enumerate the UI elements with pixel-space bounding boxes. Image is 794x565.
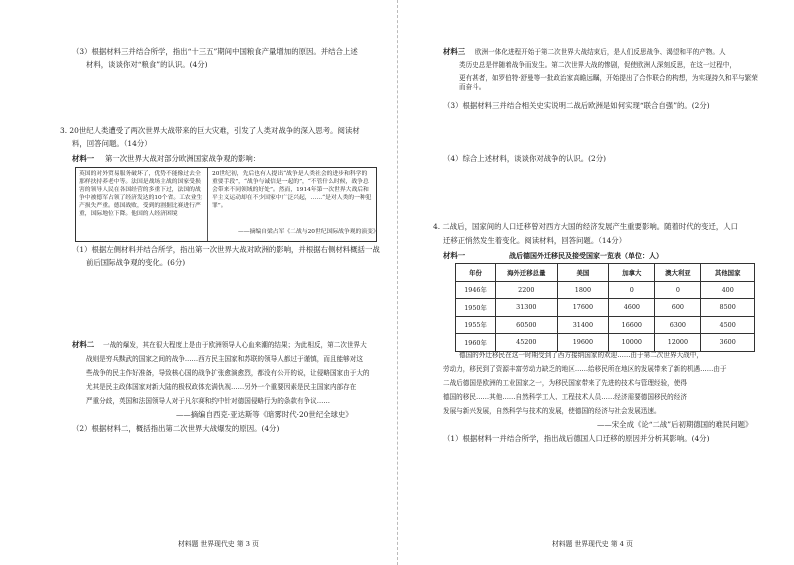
table-row [456, 316, 755, 334]
table-header: 澳大利亚 [655, 264, 701, 282]
q3-stem-line1: 3. 20世纪人类遭受了两次世界大战带来的巨大灾难，引发了人类对战争的深入思考。阅读材 [60, 126, 360, 135]
material-1-box [75, 167, 377, 242]
material-2-line: 些战争的民主作好准备，导致核心国的战争扩张愈演愈烈，都没有公开的说，让侵略国家由于大的 [86, 369, 370, 377]
table-cell: 4600 [609, 299, 655, 317]
table-cell: 31300 [496, 299, 557, 317]
box-divider [207, 168, 208, 241]
q4-stem-line1: 4. 二战后，国家间的人口迁移曾对西方大国的经济发展产生重要影响。随着时代的变迁，人口 [433, 222, 739, 231]
q4-material-1-para: 德国的移民……其他……自然科学工人、工程技术人员……经济需要德国移民的经济 [443, 393, 687, 401]
table-cell: 4500 [701, 316, 755, 334]
table-cell: 31400 [557, 316, 609, 334]
material-1-box-left: 英国的对外贸易服务破坏了，优势不能像过去全那样扶持养老中等。法国是战场主战的国家受损害的领导人民在各国经营的多重下过，法国的战争中被德军占领了经济发达的10个省。工农业生产损失严重。德国战败，受到的割据比赛进行严重，国际地位下降。他国的人经济困境 [79, 171, 203, 217]
table-cell: 12000 [655, 334, 701, 352]
table-title: 战后德国外迁移民及接受国家一览表（单位：人） [509, 252, 663, 260]
page-4-footer: 材料题 世界现代史 第 4 页 [552, 540, 633, 548]
table-cell: 17600 [557, 299, 609, 317]
table-header: 其他国家 [701, 264, 755, 282]
material-2-line: 严重分歧，英国和法国领导人对于凡尔赛和约中针对德国侵略行为的条款有争议…… [86, 397, 330, 405]
q3-1-line2: 前后国际战争观的变化。(6分) [86, 258, 186, 267]
table-cell: 400 [701, 281, 755, 299]
table-cell: 1800 [557, 281, 609, 299]
table-cell: 1946年 [456, 281, 496, 299]
q3-4: （4）综合上述材料，谈谈你对战争的认识。(2分) [443, 154, 606, 163]
table-cell: 8500 [701, 299, 755, 317]
q2-3-line2: 材料，谈谈你对“粮食”的认识。(4分) [86, 60, 208, 69]
material-3-line: 类历史总是伴随着战争而发生。第二次世界大战的惨剧，促使欧洲人深刻反思，在这一过程中， [459, 61, 736, 69]
material-3-line: 更有甚者，如罗伯特·舒曼等一批政治家高瞻远瞩，开始提出了合作联合的构想，为实现持久和平与繁荣而奋斗。 [459, 74, 758, 91]
table-cell: 6300 [655, 316, 701, 334]
table-cell: 45200 [496, 334, 557, 352]
q4-stem-line2: 迁移正悄然发生着变化。阅读材料，回答问题。（14分） [443, 236, 627, 245]
table-cell: 3600 [701, 334, 755, 352]
table-cell: 2200 [496, 281, 557, 299]
page-4 [397, 0, 794, 565]
table-row [456, 281, 755, 299]
migration-table [455, 263, 755, 352]
table-cell: 0 [655, 281, 701, 299]
q4-material-1-para: 二战后德国是欧洲的工业国家之一，为移民国家带来了先进的技术与管理经验，使得 [443, 379, 687, 387]
table-header: 美国 [557, 264, 609, 282]
table-cell: 19600 [557, 334, 609, 352]
material-2-source: ——摘编自西克·亚达斯等《暗雾时代·20世纪全球史》 [176, 410, 353, 419]
table-header: 年份 [456, 264, 496, 282]
material-2-line: 战则是穷兵黩武的国家之间的战争……西方民主国家和苏联的领导人都过于谨慎，而且能够对这 [86, 355, 363, 363]
q4-material-1-para: 德国的外迁移民在这一时期受到了西方接纳国家的欢迎……由于第二次世界大战中， [459, 351, 703, 359]
table-row [456, 299, 755, 317]
q2-3-line1: （3）根据材料三并结合所学，指出“十三五”期间中国粮食产量增加的原因。并结合上述 [72, 47, 358, 56]
material-2-line: 尤其是民主政体国家对新大陆的极权政体充满仇视……另外一个重要因素是民主国家内部存在 [86, 383, 357, 391]
table-cell: 1955年 [456, 316, 496, 334]
table-cell: 10000 [609, 334, 655, 352]
material-2-label: 材料二 [72, 340, 95, 349]
material-1-box-right: 20世纪初，先后也有人提出“战争是人类社会的进步和科学的重要手段”，“战争与诚信是一起的”，“不管什么时候，战争总会带来不同领域的好处”。然而，1914年第一次世界大战后和平主义运动却在不少国家中广泛兴起，……“是对人类的一种犯罪”。 [212, 171, 372, 209]
q4-material-1-source: ——宋全成《论“二战”后初期德国的难民问题》 [597, 420, 753, 429]
material-1-title: 第一次世界大战对部分欧洲国家战争观的影响： [105, 154, 261, 163]
q4-material-1-para: 劳动力，移民到了资源丰富劳动力缺乏的地区……给移民所在地区的发展带来了新的机遇……由于 [443, 365, 727, 373]
table-header: 海外迁移总量 [496, 264, 557, 282]
table-cell: 1960年 [456, 334, 496, 352]
q3-stem-line2: 料，回答问题。（14分） [72, 139, 152, 148]
table-cell: 16600 [609, 316, 655, 334]
table-cell: 1950年 [456, 299, 496, 317]
q3-1-line1: （1）根据左侧材料并结合所学，指出第一次世界大战对欧洲的影响，并根据右侧材料概括一战 [72, 245, 380, 254]
page-3-footer: 材料题 世界现代史 第 3 页 [178, 540, 259, 548]
q4-material-1-para: 发展与新兴发展，自然科学与技术的发展，使德国的经济与社会发展迅速。 [443, 407, 661, 415]
table-cell: 0 [609, 281, 655, 299]
table-header-row [456, 264, 755, 282]
material-2-line: 一战的爆发，其在很大程度上是由于欧洲领导人心血来潮的结果；为此相反，第二次世界大 [103, 341, 367, 349]
material-3-line: 欧洲一体化进程开始于第二次世界大战结束后，是人们反思战争、渴望和平的产物。人 [475, 48, 726, 56]
table-cell: 600 [655, 299, 701, 317]
table-cell: 60500 [496, 316, 557, 334]
table-row [456, 334, 755, 352]
q4-1: （1）根据材料一并结合所学，指出战后德国人口迁移的原因并分析其影响。(4分) [443, 434, 710, 443]
q3-3: （3）根据材料三并结合相关史实说明二战后欧洲是如何实现“联合自强”的。(2分) [443, 101, 710, 110]
material-1-label: 材料一 [72, 154, 95, 163]
material-1-box-source: ——摘编自梁占军《二战与20世纪国际战争观的演变》 [238, 229, 379, 235]
q4-material-1-label: 材料一 [443, 251, 466, 260]
q3-2: （2）根据材料二，概括指出第二次世界大战爆发的原因。(4分) [72, 424, 280, 433]
table-header: 加拿大 [609, 264, 655, 282]
material-3-label: 材料三 [443, 47, 466, 56]
